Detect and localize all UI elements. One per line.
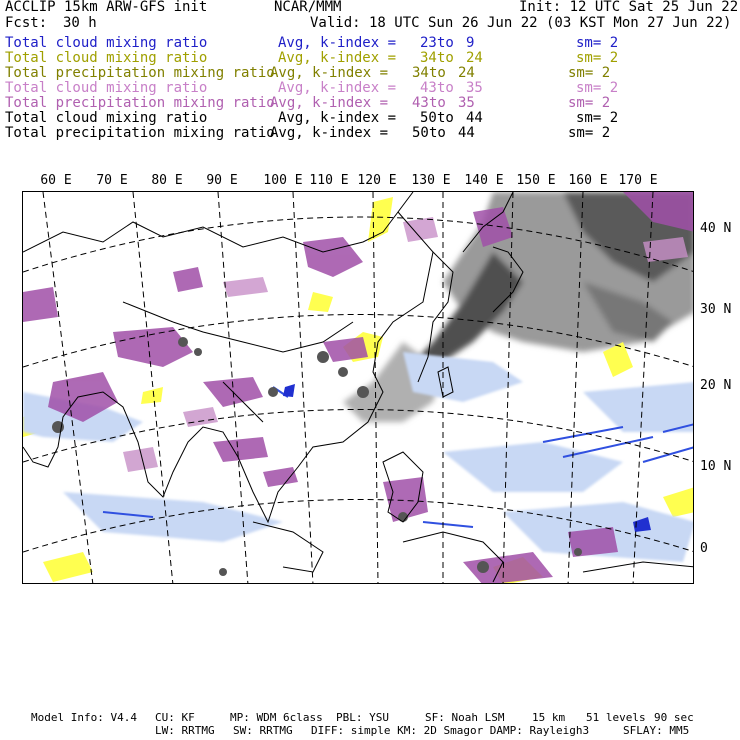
surface-layer-scheme: SFLAY: MM5 bbox=[623, 724, 690, 737]
map-panel bbox=[22, 191, 694, 584]
longitude-label: 120 E bbox=[357, 173, 397, 188]
legend-k-start: 34 bbox=[420, 50, 437, 66]
latitude-label: 30 N bbox=[700, 302, 732, 317]
model-title: ACCLIP 15km ARW-GFS init bbox=[5, 0, 208, 15]
longitude-label: 140 E bbox=[464, 173, 504, 188]
legend-k-start: 43 bbox=[420, 80, 437, 96]
diffusion-settings: DIFF: simple KM: 2D Smagor DAMP: Rayleigh3 bbox=[311, 724, 590, 737]
longitude-label: 170 E bbox=[618, 173, 658, 188]
legend-field-name: Total precipitation mixing ratio bbox=[5, 95, 275, 111]
latitude-label: 20 N bbox=[700, 378, 732, 393]
model-info: Model Info: V4.4 bbox=[31, 711, 137, 724]
legend-avg-label: Avg, k-index = bbox=[270, 125, 389, 141]
legend-smoothing: sm= 2 bbox=[568, 95, 611, 111]
longitude-label: 130 E bbox=[411, 173, 451, 188]
legend-k-start: 43 bbox=[412, 95, 429, 111]
legend-avg-label: Avg, k-index = bbox=[278, 80, 397, 96]
legend-avg-label: Avg, k-index = bbox=[270, 65, 389, 81]
longitude-label: 100 E bbox=[263, 173, 303, 188]
legend-k-start: 23 bbox=[420, 35, 437, 51]
legend-k-start: 50 bbox=[420, 110, 437, 126]
surface-scheme: SF: Noah LSM bbox=[425, 711, 505, 724]
legend-k-end: 24 bbox=[458, 65, 475, 81]
longitude-label: 70 E bbox=[96, 173, 128, 188]
org-label: NCAR/MMM bbox=[274, 0, 342, 15]
legend-smoothing: sm= 2 bbox=[576, 110, 619, 126]
legend-k-start: 34 bbox=[412, 65, 429, 81]
legend-field-name: Total cloud mixing ratio bbox=[5, 110, 208, 126]
latitude-label: 40 N bbox=[700, 221, 732, 236]
legend-smoothing: sm= 2 bbox=[568, 65, 611, 81]
legend-to: to bbox=[437, 50, 454, 66]
legend-k-end: 35 bbox=[458, 95, 475, 111]
legend-smoothing: sm= 2 bbox=[568, 125, 611, 141]
longitude-label: 90 E bbox=[206, 173, 238, 188]
latitude-label: 10 N bbox=[700, 459, 732, 474]
legend-field-name: Total cloud mixing ratio bbox=[5, 80, 208, 96]
legend-k-end: 35 bbox=[466, 80, 483, 96]
forecast-hour: 30 h bbox=[63, 15, 97, 31]
legend-field-name: Total precipitation mixing ratio bbox=[5, 65, 275, 81]
microphysics-scheme: MP: WDM 6class bbox=[230, 711, 323, 724]
latitude-label: 0 bbox=[700, 541, 708, 556]
legend-k-end: 44 bbox=[458, 125, 475, 141]
legend-smoothing: sm= 2 bbox=[576, 50, 619, 66]
longitude-label: 160 E bbox=[568, 173, 608, 188]
vertical-levels: 51 levels bbox=[586, 711, 646, 724]
forecast-label: Fcst: bbox=[5, 15, 48, 31]
legend-smoothing: sm= 2 bbox=[576, 80, 619, 96]
pbl-scheme: PBL: YSU bbox=[336, 711, 389, 724]
legend-to: to bbox=[437, 110, 454, 126]
legend-k-start: 50 bbox=[412, 125, 429, 141]
cumulus-scheme: CU: KF bbox=[155, 711, 195, 724]
legend-field-name: Total cloud mixing ratio bbox=[5, 50, 208, 66]
legend-to: to bbox=[429, 65, 446, 81]
legend-avg-label: Avg, k-index = bbox=[278, 110, 397, 126]
longitude-label: 80 E bbox=[151, 173, 183, 188]
legend-avg-label: Avg, k-index = bbox=[270, 95, 389, 111]
legend-k-end: 24 bbox=[466, 50, 483, 66]
legend-field-name: Total cloud mixing ratio bbox=[5, 35, 208, 51]
legend-to: to bbox=[429, 125, 446, 141]
legend-to: to bbox=[437, 35, 454, 51]
legend-to: to bbox=[437, 80, 454, 96]
shortwave-scheme: SW: RRTMG bbox=[233, 724, 293, 737]
valid-time: Valid: 18 UTC Sun 26 Jun 22 (03 KST Mon 27 Jun 22) bbox=[310, 15, 732, 31]
longitude-label: 110 E bbox=[309, 173, 349, 188]
legend-avg-label: Avg, k-index = bbox=[278, 35, 397, 51]
longwave-scheme: LW: RRTMG bbox=[155, 724, 215, 737]
time-step: 90 sec bbox=[654, 711, 694, 724]
legend-to: to bbox=[429, 95, 446, 111]
longitude-label: 150 E bbox=[516, 173, 556, 188]
legend-k-end: 44 bbox=[466, 110, 483, 126]
legend-k-end: 9 bbox=[466, 35, 475, 51]
legend-avg-label: Avg, k-index = bbox=[278, 50, 397, 66]
legend-smoothing: sm= 2 bbox=[576, 35, 619, 51]
init-time: Init: 12 UTC Sat 25 Jun 22 bbox=[519, 0, 739, 15]
legend-field-name: Total precipitation mixing ratio bbox=[5, 125, 275, 141]
map-canvas bbox=[23, 192, 694, 584]
longitude-label: 60 E bbox=[40, 173, 72, 188]
grid-resolution: 15 km bbox=[532, 711, 566, 724]
